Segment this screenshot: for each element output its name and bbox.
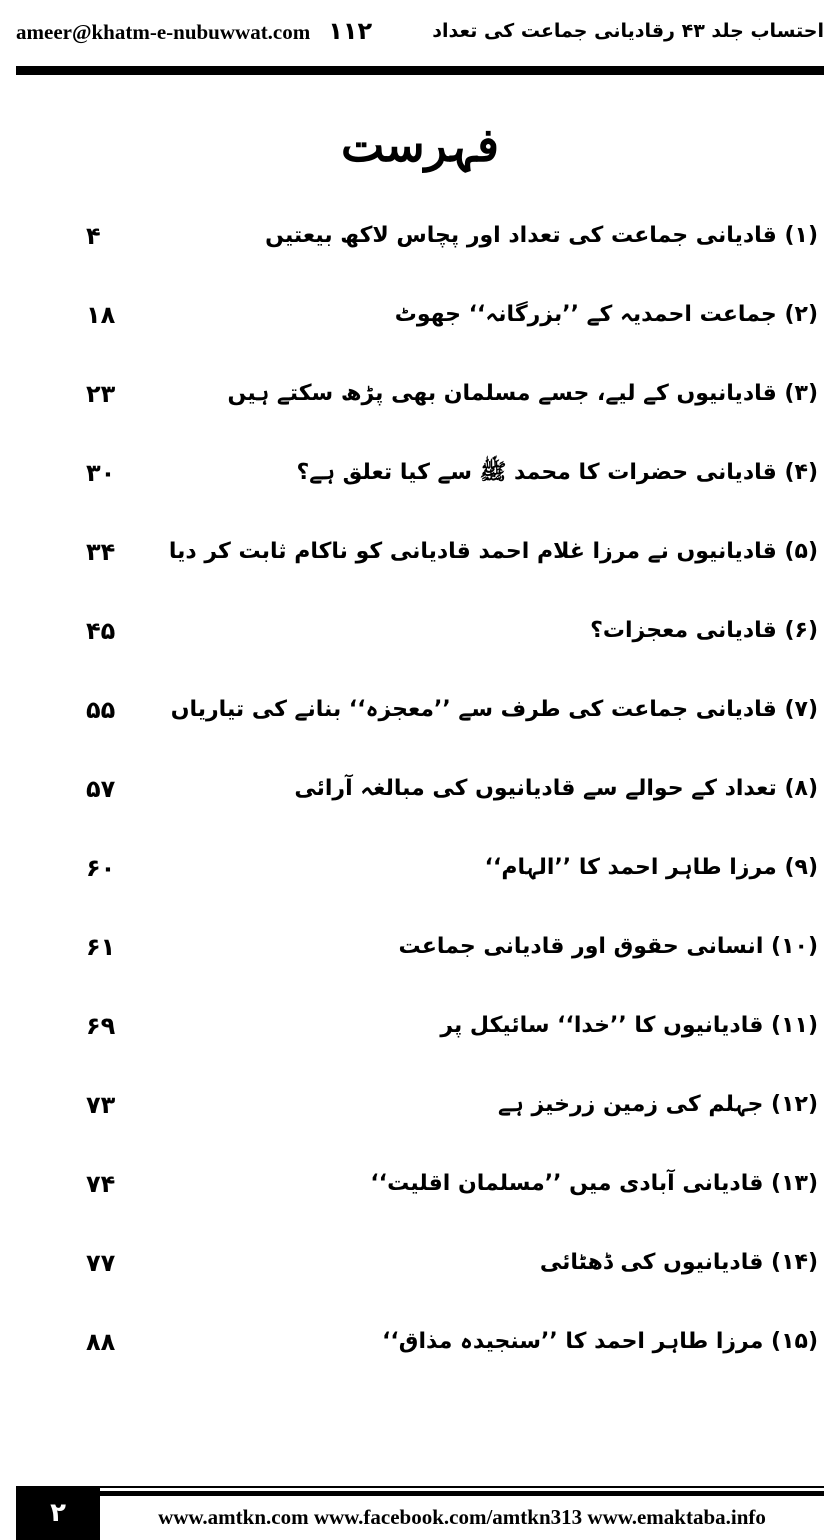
toc-entry-title: (۳) قادیانیوں کے لیے، جسے مسلمان بھی پڑھ سکتے ہیں (227, 381, 818, 406)
page-title: فہرست (340, 118, 500, 172)
toc-entry-title: (۲) جماعت احمدیہ کے ’’بزرگانہ‘‘ جھوٹ (394, 302, 818, 327)
toc-entry-page: ۲۳ (86, 380, 116, 408)
footer-rule-thick (100, 1491, 824, 1496)
toc-entry-page: ۳۴ (86, 538, 116, 566)
toc-entry-title: (۹) مرزا طاہر احمد کا ’’الہام‘‘ (484, 855, 818, 880)
toc-entry-title: (۸) تعداد کے حوالے سے قادیانیوں کی مبالغہ آرائی (294, 776, 818, 801)
toc-entry-page: ۵۷ (86, 775, 116, 803)
toc-entry-page: ۶۹ (86, 1012, 116, 1040)
toc-row[interactable] (0, 1233, 840, 1293)
toc-entry-title: (۶) قادیانی معجزات؟ (590, 618, 818, 643)
toc-row[interactable] (0, 1075, 840, 1135)
toc-entry-title: (۱۰) انسانی حقوق اور قادیانی جماعت (398, 934, 818, 959)
toc-entry-title: (۱۴) قادیانیوں کی ڈھٹائی (539, 1250, 818, 1275)
toc-entry-page: ۵۵ (86, 696, 116, 724)
toc-entry-title: (۱۵) مرزا طاہر احمد کا ’’سنجیدہ مذاق‘‘ (382, 1329, 818, 1354)
toc-row[interactable] (0, 601, 840, 661)
toc-entry-page: ۴۵ (86, 617, 116, 645)
toc-entry-title: (۷) قادیانی جماعت کی طرف سے ’’معجزہ‘‘ بنانے کی تیاریاں (170, 697, 818, 722)
header-book-title: احتساب جلد ۴۳ رقادیانی جماعت کی تعداد (432, 20, 824, 42)
toc-entry-title: (۵) قادیانیوں نے مرزا غلام احمد قادیانی کو ناکام ثابت کر دیا (168, 539, 818, 564)
toc-entry-page: ۷۳ (86, 1091, 116, 1119)
toc-entry-title: (۱) قادیانی جماعت کی تعداد اور پچاس لاکھ بیعتیں (265, 223, 818, 248)
toc-entry-title: (۴) قادیانی حضرات کا محمد ﷺ سے کیا تعلق ہے؟ (296, 460, 818, 485)
toc-entry-page: ۷۴ (86, 1170, 116, 1198)
toc-entry-page: ۴ (86, 222, 101, 250)
toc-entry-page: ۶۰ (86, 854, 116, 882)
toc-entry-page: ۱۸ (86, 301, 116, 329)
toc-row[interactable] (0, 522, 840, 582)
toc-row[interactable] (0, 917, 840, 977)
header-rule (16, 66, 824, 75)
footer-links[interactable]: www.amtkn.com www.facebook.com/amtkn313 www.emaktaba.info (158, 1505, 766, 1529)
toc-entry-page: ۳۰ (86, 459, 116, 487)
toc-row[interactable] (0, 1154, 840, 1214)
footer-page-number: ۲ (16, 1486, 100, 1540)
toc-row[interactable] (0, 285, 840, 345)
toc-entry-title: (۱۲) جہلم کی زمین زرخیز ہے (498, 1092, 818, 1117)
header-left (16, 17, 372, 45)
footer-rule-thin (100, 1486, 824, 1488)
toc-row[interactable] (0, 996, 840, 1056)
page-header (16, 0, 824, 62)
toc-entry-page: ۶۱ (86, 933, 116, 961)
toc-row[interactable] (0, 838, 840, 898)
header-page-number: ۱۱۲ (328, 17, 373, 45)
header-email[interactable]: ameer@khatm-e-nubuwwat.com (16, 20, 311, 44)
toc-row[interactable] (0, 680, 840, 740)
toc-entry-page: ۸۸ (86, 1328, 116, 1356)
toc-entry-page: ۷۷ (86, 1249, 116, 1277)
toc-row[interactable] (0, 364, 840, 424)
toc-entry-title: (۱۱) قادیانیوں کا ’’خدا‘‘ سائیکل پر (440, 1013, 818, 1038)
toc-row[interactable] (0, 1312, 840, 1372)
toc-row[interactable] (0, 443, 840, 503)
toc-entry-title: (۱۳) قادیانی آبادی میں ’’مسلمان اقلیت‘‘ (370, 1171, 818, 1196)
toc-row[interactable] (0, 206, 840, 266)
toc-row[interactable] (0, 759, 840, 819)
